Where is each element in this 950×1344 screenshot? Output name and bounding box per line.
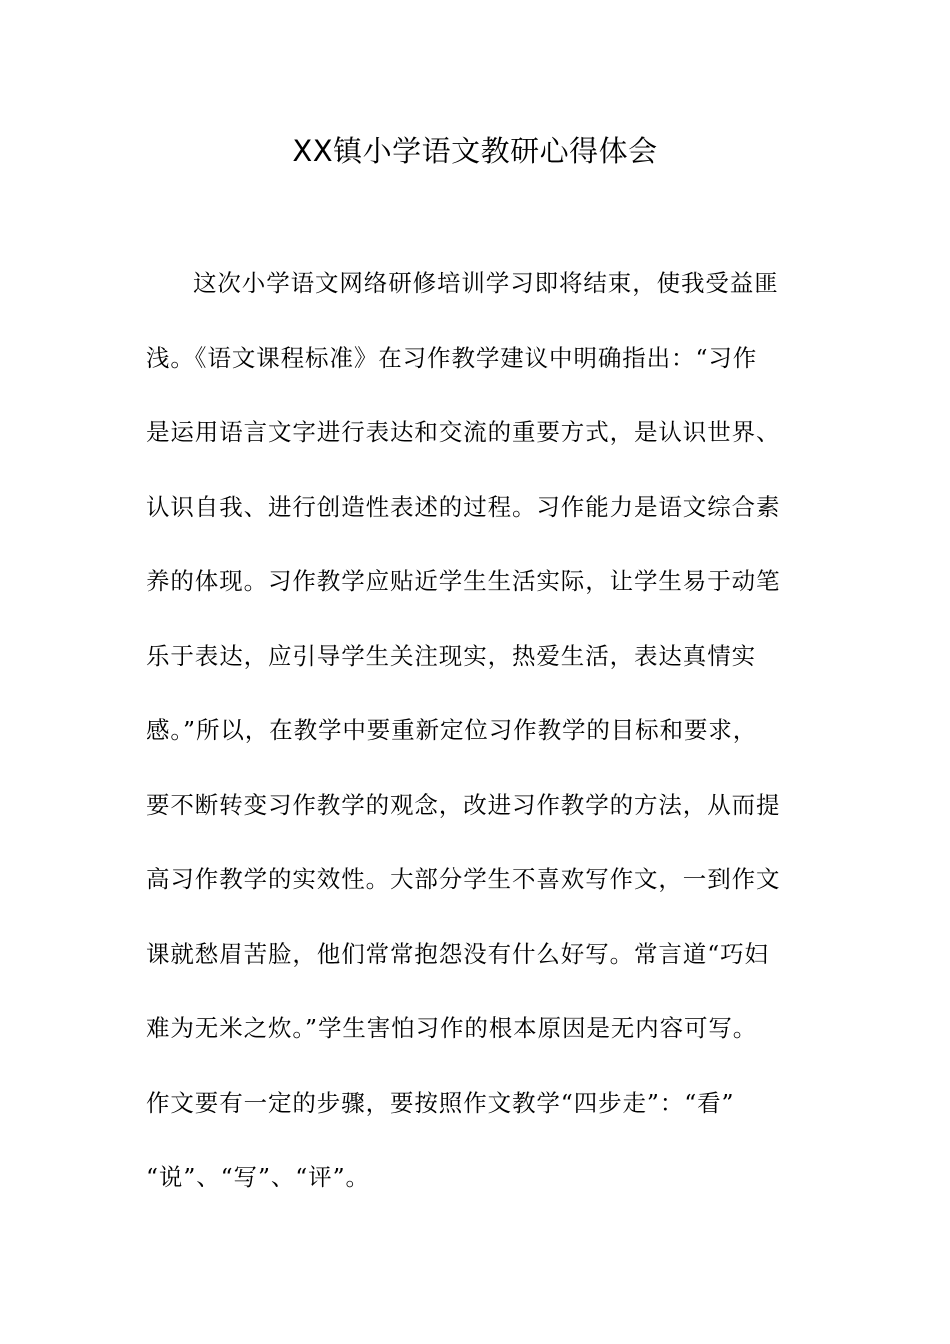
paragraph-line: 乐于表达，应引导学生关注现实，热爱生活，表达真情实 (146, 641, 756, 670)
paragraph-line: 感。”所以，在教学中要重新定位习作教学的目标和要求， (146, 716, 758, 744)
paragraph-line: 是运用语言文字进行表达和交流的重要方式，是认识世界、 (146, 418, 781, 446)
paragraph-line: 难为无米之炊。”学生害怕习作的根本原因是无内容可写。 (146, 1014, 758, 1042)
paragraph-line: 课就愁眉苦脸，他们常常抱怨没有什么好写。常言道“巧妇 (146, 939, 769, 968)
paragraph-line: 高习作教学的实效性。大部分学生不喜欢写作文，一到作文 (146, 865, 781, 893)
paragraph-line: 要不断转变习作教学的观念，改进习作教学的方法，从而提 (146, 790, 781, 819)
paragraph-line: 浅。《语文课程标准》在习作教学建议中明确指出：“习作 (146, 343, 758, 372)
document-title: XX镇小学语文教研心得体会 (292, 134, 658, 168)
paragraph-line: 养的体现。习作教学应贴近学生生活实际，让学生易于动笔 (146, 567, 781, 595)
document-body (146, 258, 810, 1227)
paragraph-line: 认识自我、进行创造性表述的过程。习作能力是语文综合素 (146, 492, 781, 521)
paragraph-line: 作文要有一定的步骤，要按照作文教学“四步走”：“看” (146, 1088, 735, 1117)
paragraph-line: 这次小学语文网络研修培训学习即将结束，使我受益匪 (193, 269, 779, 297)
paragraph-line: “说”、“写”、“评”。 (146, 1163, 370, 1191)
